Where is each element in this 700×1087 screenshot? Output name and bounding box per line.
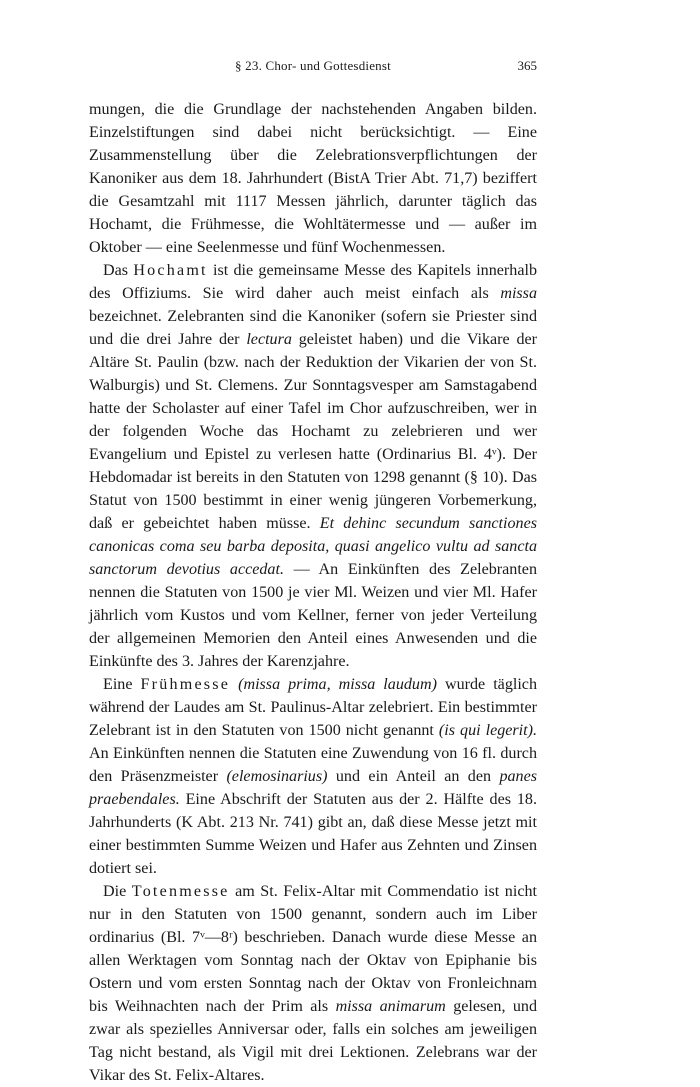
spaced-keyword: Hochamt xyxy=(133,262,208,279)
running-header xyxy=(89,58,537,80)
text-run: mungen, die die Grundlage der nachstehenden Angaben bilden. Einzelstiftungen sind dabei nicht berücksichtigt. — Eine Zusammenstellung über die Zelebrationsverpflichtungen der Kanoniker aus dem 18. Jahrhundert (BistA Trier Abt. 71,7) beziffert die Gesamtzahl mit 1117 Messen jährlich, darunter täglich das Hochamt, die Frühmesse, die Wohltätermesse und — außer im Oktober — eine Seelenmesse und fünf Wochenmessen. xyxy=(89,101,537,256)
paragraph xyxy=(89,259,537,673)
italic-text: (is qui legerit). xyxy=(438,722,537,739)
text-run xyxy=(230,676,238,693)
body-text xyxy=(89,98,537,1087)
text-run: wurde täglich während der Laudes am St. Paulinus-Altar zelebriert. Ein bestimmter Zelebrant ist in den Statuten von 1500 nicht genannt xyxy=(89,676,537,739)
text-run: am St. Felix-Altar mit Commendatio ist nicht nur in den Statuten von 1500 genannt, sondern auch im Liber ordinarius (Bl. 7ᵛ—8ʳ) beschrieben. Danach wurde diese Messe an allen Werktagen vom Sonntag nach der Oktav von Epiphanie bis Ostern und vom ersten Sonntag nach der Oktav von Fronleichnam bis Weihnachten nach der Prim als xyxy=(89,883,537,1015)
page-number: 365 xyxy=(517,58,537,73)
book-page xyxy=(89,58,537,1087)
italic-text: panes praebendales. xyxy=(89,768,537,808)
italic-text: missa xyxy=(500,285,537,302)
spaced-keyword: Frühmesse xyxy=(140,676,231,693)
text-run: und ein Anteil an den xyxy=(327,768,500,785)
text-run: gelesen, und zwar als spezielles Anniversar oder, falls ein solches am jeweiligen Tag nicht bestand, als Vigil mit drei Lektionen. Zelebrans war der Vikar des St. Felix-Altares. xyxy=(89,998,538,1084)
paragraph xyxy=(89,98,537,259)
italic-text: missa animarum xyxy=(335,998,446,1015)
text-run: — An Einkünften des Zelebranten nennen die Statuten von 1500 je vier Ml. Weizen und vier Ml. Hafer jährlich vom Kustos und vom Kellner, ferner von jeder Verteilung der allgemeinen Memorien den Anteil eines Anwesenden und die Einkünfte des 3. Jahres der Karenzjahre. xyxy=(89,561,537,670)
text-run: Eine Abschrift der Statuten aus der 2. Hälfte des 18. Jahrhunderts (K Abt. 213 Nr. 741) gibt an, daß diese Messe jetzt mit einer bestimmten Summe Weizen und Hafer aus Zehnten und Zinsen dotiert sei. xyxy=(89,791,537,877)
text-run: Das xyxy=(103,262,134,279)
text-run: An Einkünften nennen die Statuten eine Zuwendung von 16 fl. durch den Präsenzmeister xyxy=(89,745,537,785)
text-run: Die xyxy=(103,883,132,900)
italic-text: (missa prima, missa laudum) xyxy=(238,676,437,693)
running-title: § 23. Chor- und Gottesdienst xyxy=(235,58,391,73)
spaced-keyword: Totenmesse xyxy=(131,883,230,900)
italic-text: Et dehinc secundum sanctiones canonicas coma seu barba deposita, quasi angelico vultu ad sancta sanctorum devotius accedat. xyxy=(89,515,537,578)
text-run: bezeichnet. Zelebranten sind die Kanoniker (sofern sie Priester sind und die drei Jahre der xyxy=(89,308,537,348)
paragraph xyxy=(89,673,537,880)
text-run: ist die gemeinsame Messe des Kapitels innerhalb des Offiziums. Sie wird daher auch meist einfach als xyxy=(89,262,537,302)
text-run: Eine xyxy=(103,676,141,693)
italic-text: lectura xyxy=(246,331,292,348)
paragraph xyxy=(89,880,537,1087)
text-run: geleistet haben) und die Vikare der Altäre St. Paulin (bzw. nach der Reduktion der Vikarien der von St. Walburgis) und St. Clemens. Zur Sonntagsvesper am Samstagabend hatte der Scholaster auf einer Tafel im Chor aufzuschreiben, wer in der folgenden Woche das Hochamt zu zelebrieren und wer Evangelium und Epistel zu verlesen hatte (Ordinarius Bl. 4ᵛ). Der Hebdomadar ist bereits in den Statuten von 1298 genannt (§ 10). Das Statut von 1500 bestimmt in einer wenig jüngeren Vorbemerkung, daß er gebeichtet haben müsse. xyxy=(89,331,537,532)
italic-text: (elemosinarius) xyxy=(226,768,328,785)
